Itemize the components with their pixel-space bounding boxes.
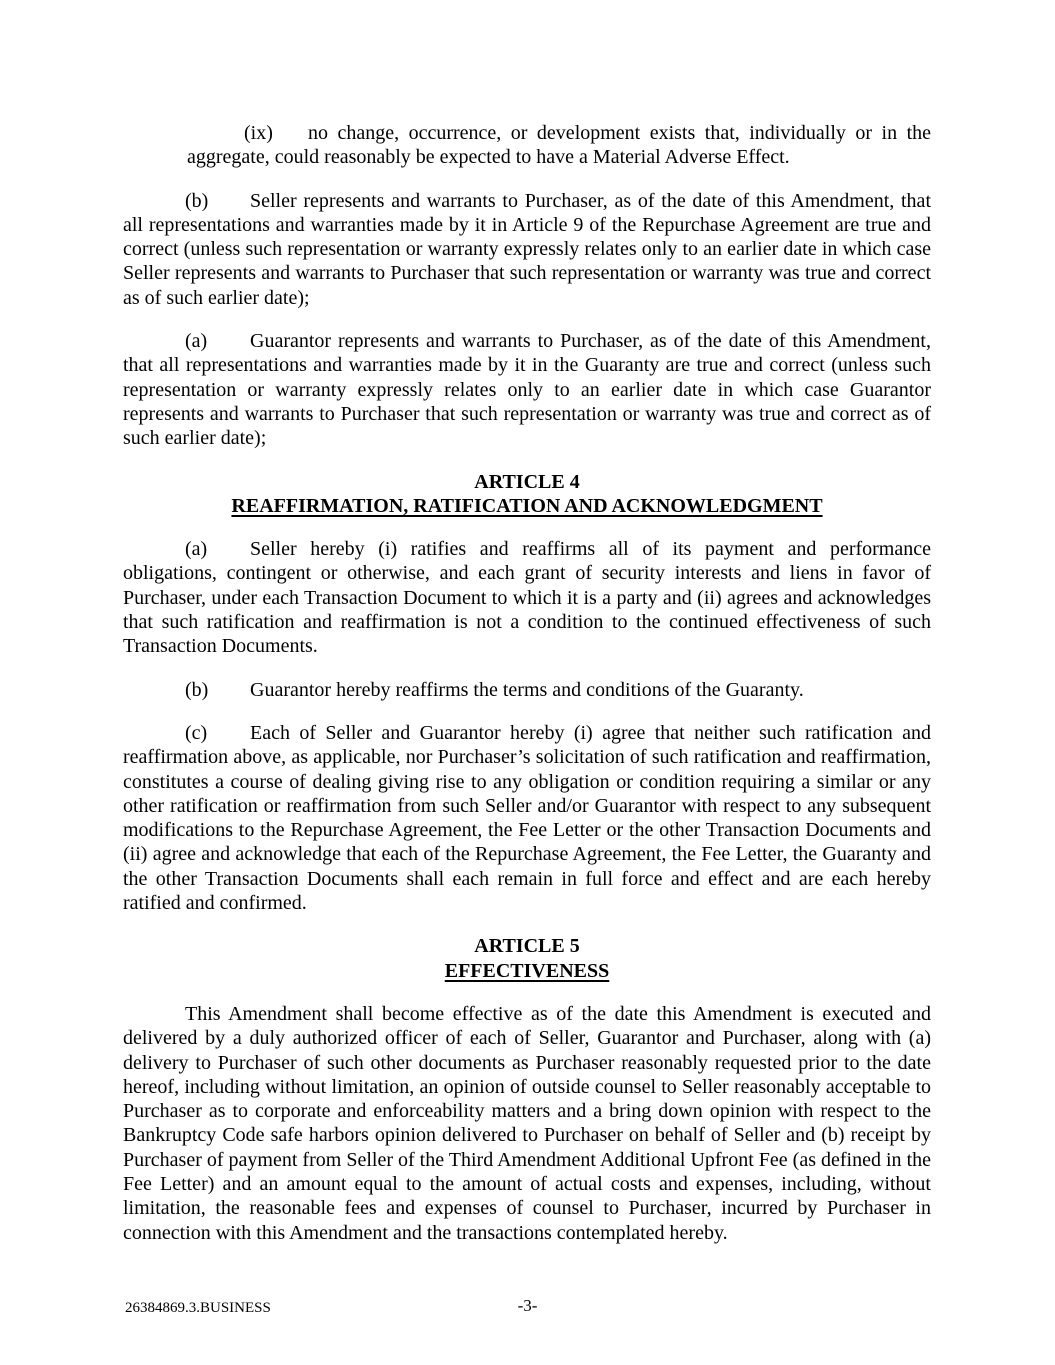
- footer-page-number: -3-: [517, 1296, 538, 1315]
- clause-ix: [187, 121, 931, 170]
- paragraph-effectiveness-text: This Amendment shall become effective as of the date this Amendment is executed and delivered by a duly authorized officer of each of Seller, Guarantor and Purchaser, along with (a) delivery to Purchaser of such other documents as Purchaser reasonably requested prior to the date hereof, including without limitation, an opinion of outside counsel to Seller reasonably acceptable to Purchaser as to corporate and enforceability matters and a bring down opinion with respect to the Bankruptcy Code safe harbors opinion delivered to Purchaser on behalf of Seller and (b) receipt by Purchaser of payment from Seller of the Third Amendment Additional Upfront Fee (as defined in the Fee Letter) and an amount equal to the amount of actual costs and expenses, including, without limitation, the reasonable fees and expenses of counsel to Purchaser, incurred by Purchaser in connection with this Amendment and the transactions contemplated hereby.: [123, 1002, 931, 1244]
- page-footer: [0, 1296, 1055, 1326]
- paragraph-c-text: Each of Seller and Guarantor hereby (i) agree that neither such ratification and reaffirmation above, as applicable, nor Purchaser’s solicitation of such ratification and reaffirmation, constitutes a course of dealing giving rise to any obligation or condition requiring a similar or any other ratification or reaffirmation from such Seller and/or Guarantor with respect to any subsequent modifications to the Repurchase Agreement, the Fee Letter or the other Transaction Documents and (ii) agree and acknowledge that each of the Repurchase Agreement, the Fee Letter, the Guaranty and the other Transaction Documents shall each remain in full force and effect and are each hereby ratified and confirmed.: [123, 721, 931, 915]
- article-5-heading: [123, 934, 931, 983]
- paragraph-b2-label: (b): [185, 678, 209, 701]
- paragraph-a-guarantor-warranties: [123, 329, 931, 450]
- paragraph-b2-text: Guarantor hereby reaffirms the terms and conditions of the Guaranty.: [250, 678, 804, 701]
- paragraph-a-text: Guarantor represents and warrants to Purchaser, as of the date of this Amendment, that all representations and warranties made by it in the Guaranty are true and correct (unless such representation or warranty expressly relates only to an earlier date in which case Guarantor represents and warrants to Purchaser that such representation or warranty was true and correct as of such earlier date);: [123, 330, 931, 450]
- article-4-title: REAFFIRMATION, RATIFICATION AND ACKNOWLEDGMENT: [231, 494, 823, 517]
- article-5-title: EFFECTIVENESS: [444, 959, 610, 982]
- article-5-number: ARTICLE 5: [474, 935, 580, 958]
- paragraph-a-label: (a): [185, 330, 208, 353]
- paragraph-b-label: (b): [185, 189, 209, 212]
- paragraph-b-seller-warranties: [123, 189, 931, 310]
- paragraph-b-text: Seller represents and warrants to Purchaser, as of the date of this Amendment, that all representations and warranties made by it in Article 9 of the Repurchase Agreement are true and correct (unless such representation or warranty expressly relates only to an earlier date in which case Seller represents and warrants to Purchaser that such representation or warranty was true and correct as of such earlier date);: [123, 189, 931, 309]
- paragraph-a-seller-ratifies: [123, 537, 931, 658]
- article-4-heading: [123, 470, 931, 519]
- document-body: [123, 121, 931, 1264]
- clause-ix-label: (ix): [244, 122, 273, 144]
- paragraph-effectiveness: [123, 1002, 931, 1245]
- footer-doc-id: 26384869.3.BUSINESS: [125, 1300, 271, 1316]
- paragraph-a2-text: Seller hereby (i) ratifies and reaffirms all of its payment and performance obligations, contingent or otherwise, and each grant of security interests and liens in favor of Purchaser, under each Transaction Document to which it is a party and (ii) agrees and acknowledges that such ratification and reaffirmation is not a condition to the continued effectiveness of such Transaction Documents.: [123, 538, 931, 658]
- paragraph-c-no-course-of-dealing: [123, 721, 931, 915]
- paragraph-a2-label: (a): [185, 538, 208, 561]
- clause-ix-text: no change, occurrence, or development exists that, individually or in the aggregate, could reasonably be expected to have a Material Adverse Effect.: [187, 122, 931, 169]
- paragraph-b-guarantor-reaffirms: [123, 678, 931, 702]
- article-4-number: ARTICLE 4: [474, 470, 580, 493]
- paragraph-c-label: (c): [185, 721, 208, 744]
